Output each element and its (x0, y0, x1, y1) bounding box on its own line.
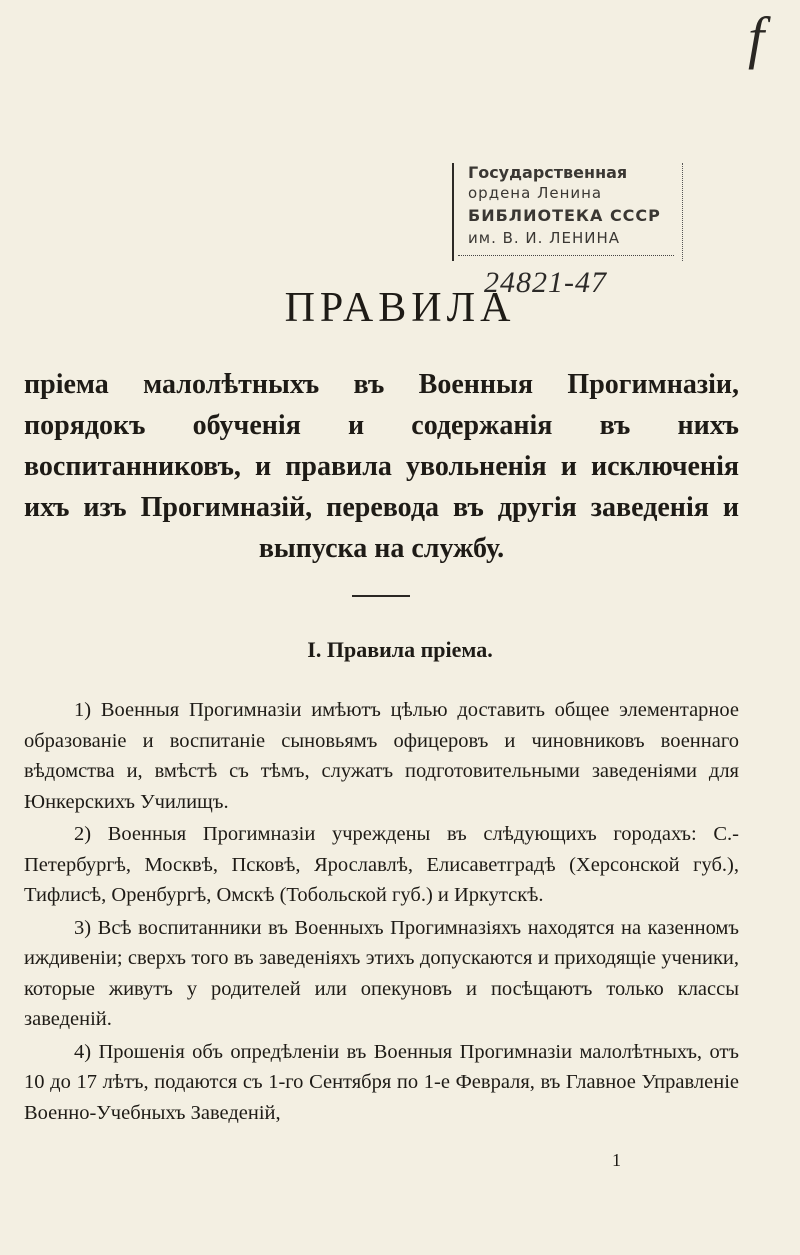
paragraph-4: 4) Прошенія объ опредѣленіи въ Военныя Прогимназіи малолѣтныхъ, отъ 10 до 17 лѣтъ, подаются съ 1-го Сентября по 1-е Февраля, въ Главное Управленіе Военно-Учебныхъ Заведеній, (24, 1040, 739, 1124)
document-subtitle: пріема малолѣтныхъ въ Военныя Прогимназіи, порядокъ обученія и содержанія въ нихъ воспитанниковъ, и правила увольненія и исключенія ихъ изъ Прогимназій, перевода въ другія заведенія и выпуска на службу. (24, 369, 739, 564)
handwritten-inventory-number: 24821-47 (484, 266, 607, 299)
stamp-line-2: ордена Ленина (468, 184, 603, 202)
body-text (24, 695, 739, 1130)
paragraph-2: 2) Военныя Прогимназіи учреждены въ слѣдующихъ городахъ: С.-Петербургѣ, Москвѣ, Псковѣ, Ярославлѣ, Елисаветградѣ (Херсонской губ.), Тифлисѣ, Оренбургѣ, Омскѣ (Тобольской губ.) и Иркутскѣ. (24, 823, 739, 906)
library-stamp (452, 163, 683, 261)
paragraph-1: 1) Военныя Прогимназіи имѣютъ цѣлью доставить общее элементарное образованіе и воспитаніе сыновьямъ офицеровъ и чиновниковъ военнаго вѣдомства и, вмѣстѣ съ тѣмъ, служатъ подготовительными заведеніями для Юнкерскихъ Училищъ. (24, 699, 739, 813)
section-heading: I. Правила пріема. (307, 637, 493, 662)
page-number: 1 (612, 1150, 621, 1170)
stamp-line-4: им. В. И. ЛЕНИНА (468, 229, 620, 247)
stamp-rule (458, 255, 674, 256)
section-divider (352, 595, 410, 597)
document-title: ПРАВИЛА (284, 285, 516, 331)
handwritten-corner-mark: f (748, 5, 765, 70)
stamp-line-3: БИБЛИОТЕКА СССР (468, 206, 661, 225)
stamp-line-1: Государственная (468, 163, 628, 182)
paragraph-3: 3) Всѣ воспитанники въ Военныхъ Прогимназіяхъ находятся на казенномъ иждивеніи; сверхъ того въ заведеніяхъ этихъ допускаются и приходящіе ученики, которые живутъ у родителей или опекуновъ и посѣщаютъ только классы заведеній. (24, 916, 739, 1030)
